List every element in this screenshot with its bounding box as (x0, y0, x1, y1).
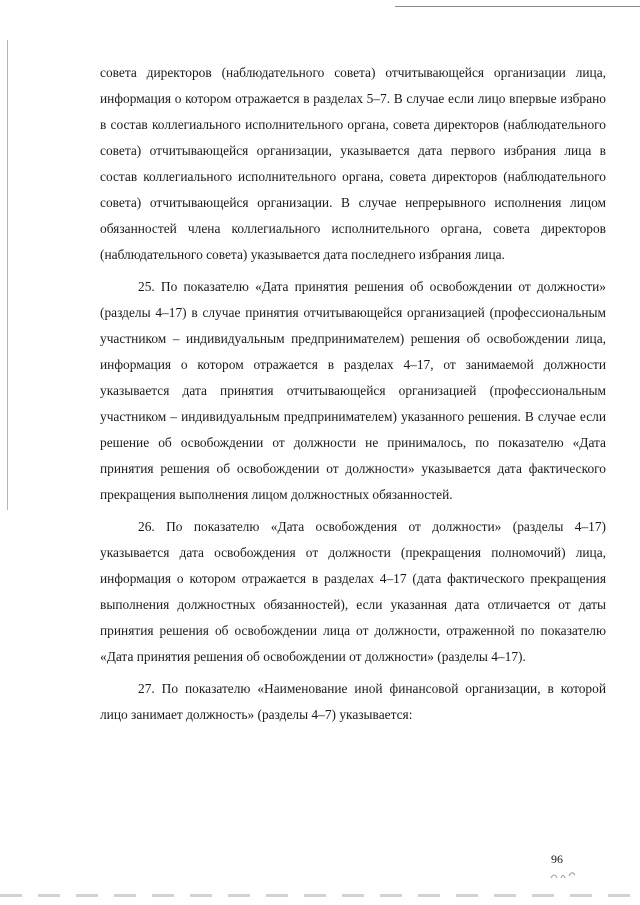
paragraph-continuation: совета директоров (наблюдательного совета) отчитывающейся организации лица, информация о котором отражается в разделах 5–7. В случае если лицо впервые избрано в состав коллегиального исполнительного органа, совета директоров (наблюдательного совета) отчитывающейся организации, указывается дата первого избрания лица в состав коллегиального исполнительного органа, совета директоров (наблюдательного совета) отчитывающейся организации. В случае непрерывного исполнения лицом обязанностей члена коллегиального исполнительного органа, совета директоров (наблюдательного совета) указывается дата последнего избрания лица. (100, 65, 606, 262)
scan-edge-left (7, 40, 8, 510)
paragraph-25: 25. По показателю «Дата принятия решения об освобождении от должности» (разделы 4–17) в случае принятия отчитывающейся организацией (профессиональным участником – индивидуальным предпринимателем) решения об освобождении лица, информация о котором отражается в разделах 4–17, от занимаемой должности указывается дата принятия отчитывающейся организацией (профессиональным участником – индивидуальным предпринимателем) указанного решения. В случае если решение об освобождении от должности не принималось, по показателю «Дата принятия решения об освобождении от должности» указывается дата фактического прекращения выполнения лицом должностных обязанностей. (100, 279, 606, 502)
paragraph-27: 27. По показателю «Наименование иной финансовой организации, в которой лицо занимает должность» (разделы 4–7) указывается: (100, 681, 606, 722)
document-body (100, 60, 606, 728)
page-number: 96 (551, 852, 563, 866)
paragraph-26: 26. По показателю «Дата освобождения от должности» (разделы 4–17) указывается дата освобождения от должности (прекращения полномочий) лица, информация о котором отражается в разделах 4–17 (дата фактического прекращения выполнения должностных обязанностей), если указанная дата отличается от даты принятия решения об освобождении лица от должности, отраженной по показателю «Дата принятия решения об освобождении от должности» (разделы 4–17). (100, 519, 606, 664)
scan-edge-bottom (0, 894, 640, 897)
scan-edge-top (395, 6, 640, 7)
